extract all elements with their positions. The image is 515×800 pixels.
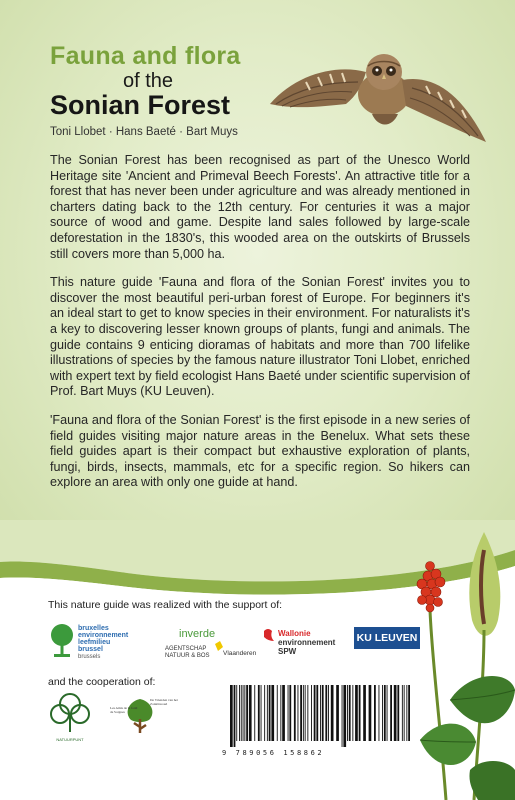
barcode-bar [239,685,240,741]
barcode-bar [352,685,353,741]
barcode-bar [230,685,233,747]
logo-inverde-text: inverde [179,628,216,640]
barcode-bar [236,685,237,741]
tree-logo-cooperation-1 [48,690,92,744]
logo-coop2-line-2: de Soignes [110,710,125,714]
barcode-bar [258,685,260,741]
barcode-bar [349,685,351,741]
barcode-bar [369,685,372,741]
support-label: This nature guide was realized with the support of: [48,599,283,611]
barcode-bar [347,685,348,741]
barcode-bar [280,685,281,741]
barcode-bar [343,685,346,747]
barcode-bar [331,685,334,741]
barcode-bars [222,685,418,747]
barcode-bar [264,685,265,741]
barcode-bar [298,685,299,741]
logo-brussels-line-4: brussel [78,646,103,653]
barcode-bar [254,685,255,741]
barcode-bar [277,685,278,741]
isbn-barcode [222,685,418,763]
owl-illustration [266,44,490,154]
wallonie-logo [262,627,350,661]
logo-wallonie-line-1: Wallonie [278,629,311,638]
logo-wallonie-line-3: SPW [278,647,297,656]
barcode-bar [328,685,329,741]
barcode-bar [390,685,392,741]
title-line-3: Sonian Forest [50,90,231,120]
barcode-bar [243,685,244,741]
logo-brussels-line-3: leefmilieu [78,639,111,646]
barcode-bar [387,685,388,741]
barcode-bar [241,685,242,741]
barcode-bar [244,685,245,741]
barcode-bar [311,685,312,741]
paragraph-3: 'Fauna and flora of the Sonian Forest' is the first episode in a new series of field guides visiting major nature areas in the Benelux. What sets these field guides apart is their compact but exhaustive exploration of plants, fungi, birds, insects, mammals, etc for a specific region. So hikers can explore an area with only one guide at hand. [50,412,470,490]
barcode-bar [288,685,289,741]
barcode-bar [305,685,306,741]
barcode-bar [374,685,376,741]
arum-plant-illustration [400,520,515,800]
logo-agentschap-line-2: NATUUR & BOS [165,653,210,659]
barcode-bar [261,685,262,741]
description-text [50,153,470,504]
barcode-bar [384,685,386,741]
paragraph-1: The Sonian Forest has been recognised as part of the Unesco World Heritage site 'Ancient and Primeval Beech Forests'. An attractive title for a forest that has never been under agriculture and was already mentioned in charters dating back to the 12th century. For centuries it was a major source of wood and game. Despite land sales followed by large-scale deforestation in the 1830's, this wooded area on the outskirts of Brussels still covers more than 5,000 ha. [50,153,470,261]
logo-wallonie-line-2: environnement [278,638,336,647]
barcode-number: 9 789056 158862 [222,749,325,757]
barcode-bar [382,685,383,741]
barcode-bar [355,685,358,741]
barcode-bar [300,685,302,741]
logo-coop1-text: NATUURPUNT [56,737,84,742]
logo-brussels-line-1: bruxelles [78,625,109,632]
title-line-2: of the [123,70,174,92]
logo-coop2-line-1: Les Amis de la forêt [110,706,138,710]
authors: Toni Llobet · Hans Baeté · Bart Muys [50,126,238,138]
barcode-bar [234,685,236,747]
barcode-bar [307,685,308,741]
barcode-bar [246,685,248,741]
logo-agentschap-line-1: AGENTSCHAP [165,646,207,652]
barcode-bar [379,685,380,741]
inverde-logo [165,624,257,664]
barcode-bar [363,685,366,741]
barcode-bar [316,685,318,741]
barcode-bar [325,685,327,741]
barcode-bar [271,685,274,741]
brussels-environment-logo [48,621,148,661]
logo-coop2-line-3: De Vrienden van het [150,698,178,702]
barcode-bar [322,685,324,741]
logo-vlaanderen-text: Vlaanderen [223,650,257,657]
barcode-bar [314,685,316,741]
barcode-bar [359,685,361,741]
barcode-bar [249,685,252,741]
barcode-bar [320,685,321,741]
title-line-1: Fauna and flora [50,42,241,70]
barcode-bar [282,685,285,741]
friends-of-sonian-forest-logo [110,693,178,741]
barcode-bar [267,685,268,741]
barcode-bar [289,685,291,741]
logo-brussels-line-2: environnement [78,632,129,639]
barcode-bar [269,685,271,741]
logo-coop2-line-4: Zoniënwoud [150,702,168,706]
barcode-bar [342,685,343,747]
logo-brussels-line-5: brussels [78,654,101,660]
cooperation-label: and the cooperation of: [48,676,156,688]
paragraph-2: This nature guide 'Fauna and flora of the Sonian Forest' invites you to discover the most beautiful peri-urban forest of Europe. For beginners it's an ideal start to get to know species in their environment. For naturalists it's a key to discovering lesser known groups of plants, fungi and animals. The guide contains 9 enticing dioramas of habitats and more than 700 lifelike illustrations of species by the famous nature illustrator Toni Llobet, enriched with expert text by field ecologist Hans Baeté under scientific supervision of Prof. Bart Muys (KU Leuven). [50,275,470,399]
barcode-bar [397,685,399,741]
barcode-bar [294,685,296,741]
ku-leuven-logo: KU LEUVEN [354,627,420,649]
barcode-bar [394,685,397,741]
barcode-bar [303,685,304,741]
barcode-bar [336,685,339,741]
